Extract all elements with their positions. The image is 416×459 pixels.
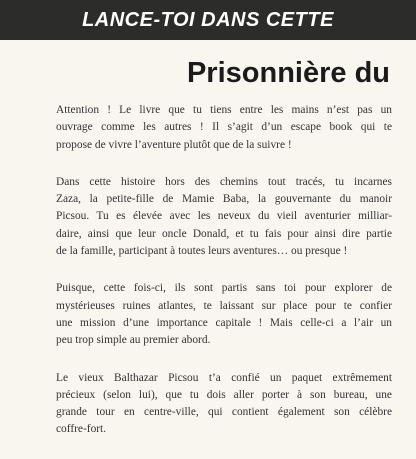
paragraph-1 — [56, 102, 392, 154]
paragraph-4 — [56, 370, 392, 439]
text-line: ouvrage comme les autres ! Il s’agit d’un escape book qui te — [56, 121, 392, 134]
text-line: coffre-fort. — [56, 423, 107, 436]
text-line: précieux (selon lui), que tu dois aller porter à son bureau, une — [56, 388, 392, 401]
text-line: une mission d’une importance capitale ! Mais celle-ci a l’air un — [56, 316, 392, 329]
text-line: Puisque, cette fois-ci, ils sont partis sans toi pour explorer de — [56, 282, 392, 295]
banner-title: LANCE-TOI DANS CETTE — [82, 9, 334, 31]
text-line: Dans cette histoire hors des chemins tout tracés, tu incarnes — [56, 175, 392, 188]
text-line: Picsou. Tu es élevée avec les neveux du vieil aventurier milliar- — [56, 210, 392, 223]
text-line: de la famille, participant à toutes leurs aventures… ou presque ! — [56, 245, 348, 258]
page-title: Prisonnière du — [186, 57, 390, 89]
top-banner — [0, 0, 416, 40]
text-line: mystérieuses ruines atlantes, te laissant sur place pour te confier — [56, 299, 392, 312]
text-line: peu trop simple au premier abord. — [56, 334, 211, 347]
text-line: grande tour en centre-ville, qui contient également son célèbre — [56, 406, 392, 419]
text-line: Zaza, la petite-fille de Mamie Baba, la gouvernante du manoir — [56, 193, 392, 206]
text-line: Le vieux Balthazar Picsou t’a confié un paquet extrêmement — [56, 371, 392, 384]
body-text — [56, 102, 392, 459]
paragraph-2 — [56, 174, 392, 260]
text-line: Attention ! Le livre que tu tiens entre les mains n’est pas un — [56, 104, 392, 116]
paragraph-3 — [56, 280, 392, 349]
text-line: propose de vivre l’aventure plutôt que de la suivre ! — [56, 138, 292, 151]
text-line: daire, ainsi que leur oncle Donald, et tu fais pour ainsi dire partie — [56, 227, 392, 240]
